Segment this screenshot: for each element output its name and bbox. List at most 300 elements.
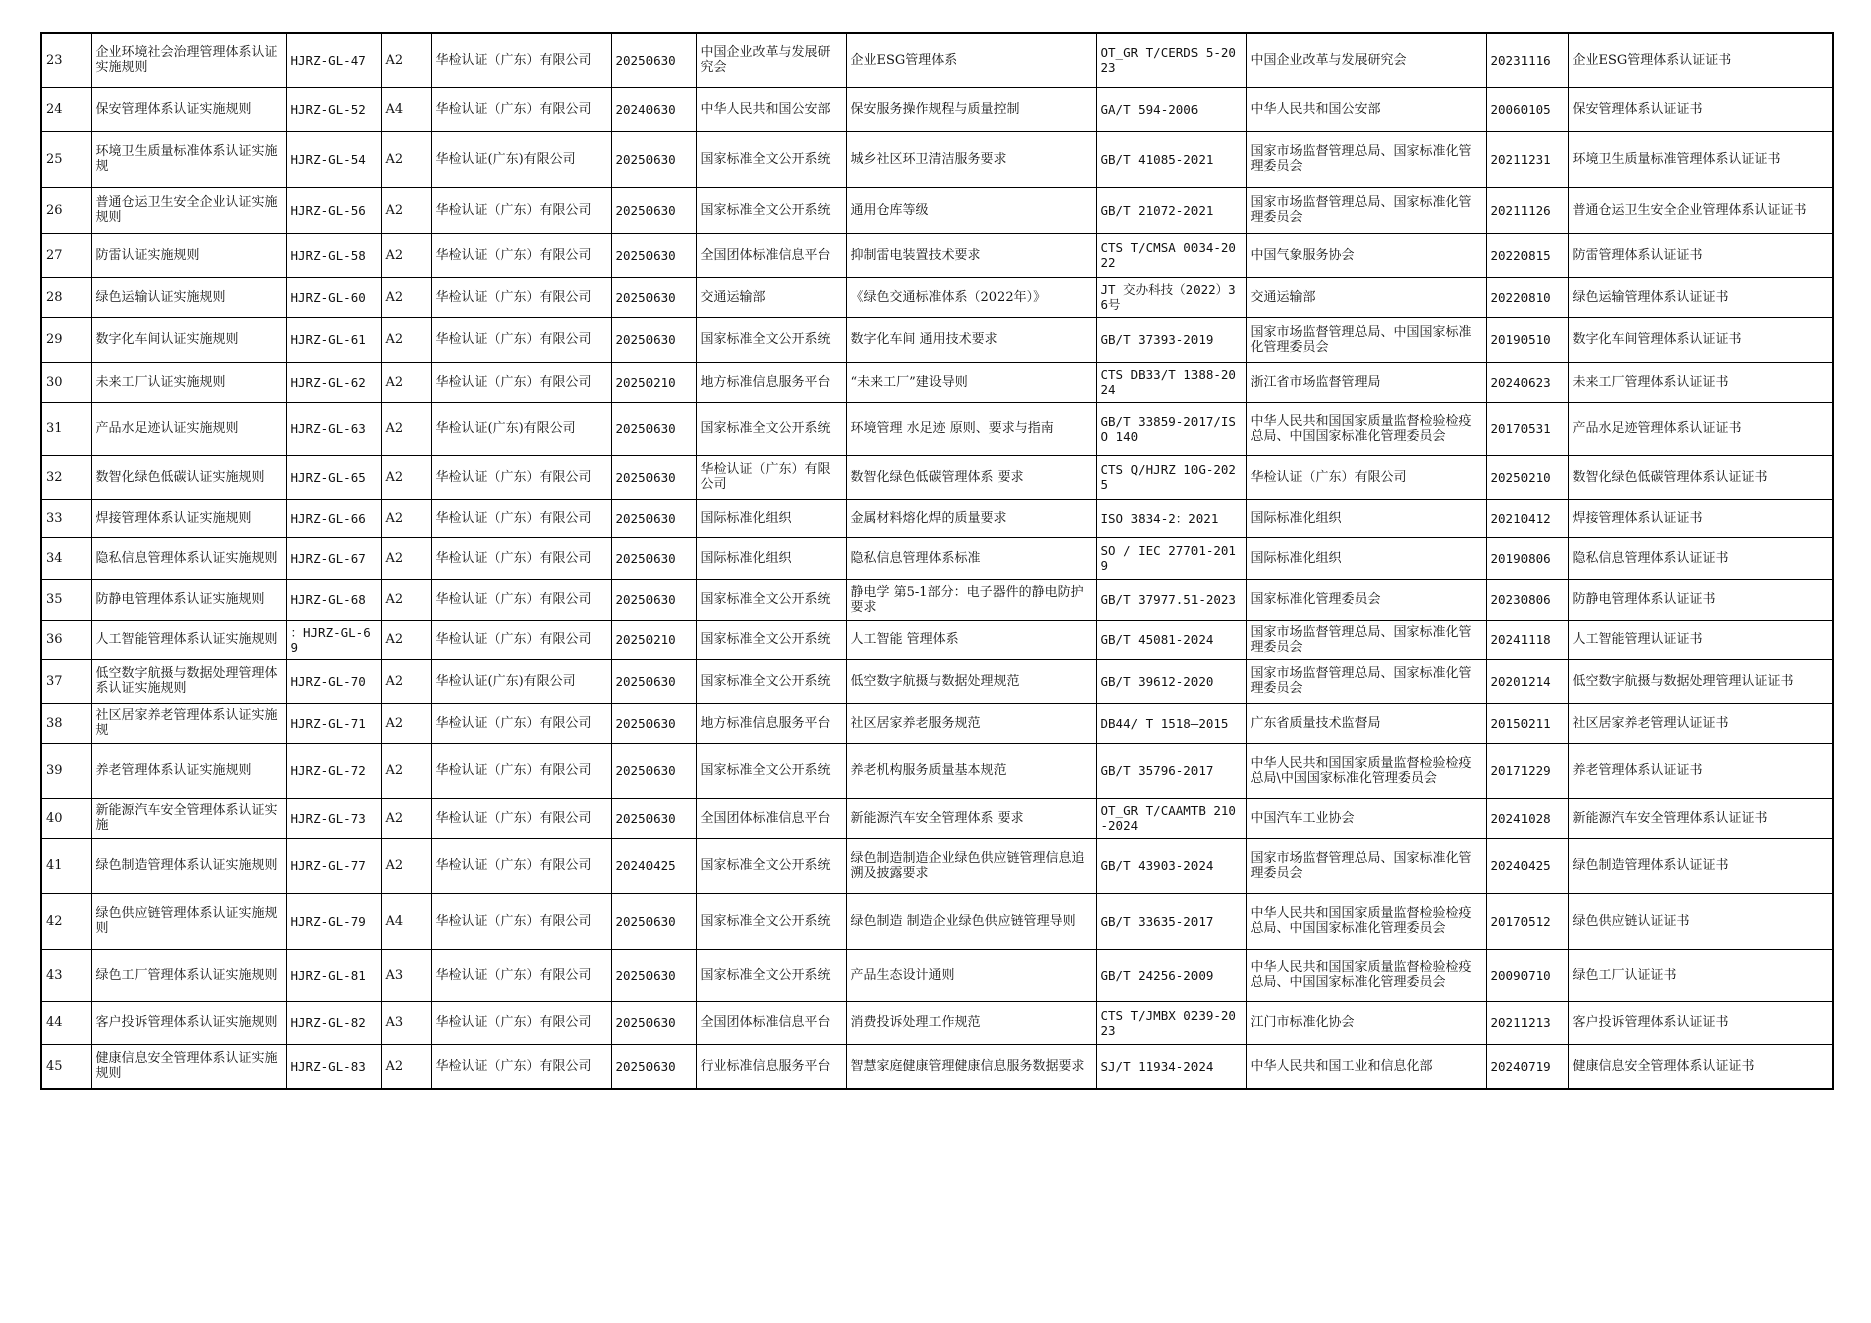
row-number-cell: 45 [41,1044,91,1089]
rule-name-cell: 人工智能管理体系认证实施规则 [91,620,286,659]
level-cell: A2 [381,33,431,87]
certificate-name-cell: 保安管理体系认证证书 [1568,87,1833,131]
issuing-body-cell: 华检认证（广东）有限公司 [431,620,611,659]
standard-code-cell: GB/T 33859-2017/ISO 140 [1096,402,1246,455]
effective-date-cell: 20250630 [611,187,696,233]
table-row [41,537,1833,579]
rule-name-cell: 客户投诉管理体系认证实施规则 [91,1001,286,1044]
standard-name-cell: 静电学 第5-1部分：电子器件的静电防护 要求 [846,579,1096,620]
issuing-body-cell: 华检认证(广东)有限公司 [431,131,611,187]
rule-code-cell: HJRZ-GL-60 [286,277,381,317]
row-number-cell: 30 [41,362,91,402]
certificate-name-cell: 绿色供应链认证证书 [1568,893,1833,949]
issuing-body-cell: 华检认证(广东)有限公司 [431,659,611,703]
standard-source-cell: 国家标准全文公开系统 [696,131,846,187]
effective-date-cell: 20250630 [611,402,696,455]
publisher-cell: 华检认证（广东）有限公司 [1246,455,1486,499]
publisher-cell: 国际标准化组织 [1246,499,1486,537]
standard-code-cell: CTS T/CMSA 0034-2022 [1096,233,1246,277]
publish-date-cell: 20220815 [1486,233,1568,277]
standard-name-cell: 保安服务操作规程与质量控制 [846,87,1096,131]
rule-name-cell: 低空数字航摄与数据处理管理体系认证实施规则 [91,659,286,703]
publish-date-cell: 20240425 [1486,838,1568,893]
table-row [41,87,1833,131]
issuing-body-cell: 华检认证（广东）有限公司 [431,743,611,798]
publisher-cell: 广东省质量技术监督局 [1246,703,1486,743]
standard-name-cell: 人工智能 管理体系 [846,620,1096,659]
publish-date-cell: 20240719 [1486,1044,1568,1089]
publisher-cell: 江门市标准化协会 [1246,1001,1486,1044]
standard-name-cell: 环境管理 水足迹 原则、要求与指南 [846,402,1096,455]
rule-name-cell: 社区居家养老管理体系认证实施规 [91,703,286,743]
issuing-body-cell: 华检认证（广东）有限公司 [431,233,611,277]
issuing-body-cell: 华检认证（广东）有限公司 [431,277,611,317]
standard-code-cell: JT 交办科技（2022）36号 [1096,277,1246,317]
standard-source-cell: 国际标准化组织 [696,537,846,579]
effective-date-cell: 20250630 [611,893,696,949]
effective-date-cell: 20250630 [611,537,696,579]
rule-code-cell: HJRZ-GL-56 [286,187,381,233]
publisher-cell: 交通运输部 [1246,277,1486,317]
table-row [41,838,1833,893]
standard-source-cell: 地方标准信息服务平台 [696,703,846,743]
table-row [41,579,1833,620]
publish-date-cell: 20240623 [1486,362,1568,402]
row-number-cell: 42 [41,893,91,949]
effective-date-cell: 20250630 [611,455,696,499]
standard-source-cell: 国家标准全文公开系统 [696,579,846,620]
rule-name-cell: 防静电管理体系认证实施规则 [91,579,286,620]
standard-name-cell: 金属材料熔化焊的质量要求 [846,499,1096,537]
issuing-body-cell: 华检认证（广东）有限公司 [431,703,611,743]
level-cell: A2 [381,187,431,233]
standard-code-cell: GB/T 24256-2009 [1096,949,1246,1001]
standard-source-cell: 交通运输部 [696,277,846,317]
effective-date-cell: 20250210 [611,362,696,402]
publisher-cell: 中华人民共和国公安部 [1246,87,1486,131]
publish-date-cell: 20060105 [1486,87,1568,131]
rule-name-cell: 产品水足迹认证实施规则 [91,402,286,455]
level-cell: A2 [381,838,431,893]
table-row [41,1001,1833,1044]
standard-code-cell: GB/T 21072-2021 [1096,187,1246,233]
standard-name-cell: 绿色制造制造企业绿色供应链管理信息追溯及披露要求 [846,838,1096,893]
table-row [41,798,1833,838]
table-row [41,233,1833,277]
publish-date-cell: 20090710 [1486,949,1568,1001]
level-cell: A2 [381,798,431,838]
standard-name-cell: 数字化车间 通用技术要求 [846,317,1096,362]
row-number-cell: 26 [41,187,91,233]
publisher-cell: 国际标准化组织 [1246,537,1486,579]
certificate-name-cell: 绿色工厂认证证书 [1568,949,1833,1001]
standard-code-cell: CTS DB33/T 1388-2024 [1096,362,1246,402]
table-row [41,620,1833,659]
certificate-name-cell: 焊接管理体系认证证书 [1568,499,1833,537]
level-cell: A2 [381,499,431,537]
standard-name-cell: 消费投诉处理工作规范 [846,1001,1096,1044]
certificate-name-cell: 新能源汽车安全管理体系认证证书 [1568,798,1833,838]
standard-code-cell: GB/T 37393-2019 [1096,317,1246,362]
effective-date-cell: 20240425 [611,838,696,893]
publish-date-cell: 20190806 [1486,537,1568,579]
table-row [41,499,1833,537]
rule-name-cell: 养老管理体系认证实施规则 [91,743,286,798]
row-number-cell: 27 [41,233,91,277]
standard-code-cell: OT_GR T/CERDS 5-2023 [1096,33,1246,87]
publish-date-cell: 20171229 [1486,743,1568,798]
publisher-cell: 国家市场监督管理总局、中国国家标准化管理委员会 [1246,317,1486,362]
publisher-cell: 中华人民共和国国家质量监督检验检疫总局、中国国家标准化管理委员会 [1246,949,1486,1001]
publisher-cell: 国家市场监督管理总局、国家标准化管理委员会 [1246,131,1486,187]
standard-code-cell: GB/T 43903-2024 [1096,838,1246,893]
rule-code-cell: HJRZ-GL-73 [286,798,381,838]
issuing-body-cell: 华检认证（广东）有限公司 [431,798,611,838]
standard-name-cell: 企业ESG管理体系 [846,33,1096,87]
effective-date-cell: 20250630 [611,1044,696,1089]
standard-name-cell: 智慧家庭健康管理健康信息服务数据要求 [846,1044,1096,1089]
table-row [41,703,1833,743]
effective-date-cell: 20250630 [611,131,696,187]
rule-name-cell: 健康信息安全管理体系认证实施规则 [91,1044,286,1089]
standard-code-cell: SJ/T 11934-2024 [1096,1044,1246,1089]
effective-date-cell: 20250630 [611,277,696,317]
table-row [41,1044,1833,1089]
row-number-cell: 40 [41,798,91,838]
publisher-cell: 浙江省市场监督管理局 [1246,362,1486,402]
rule-name-cell: 数字化车间认证实施规则 [91,317,286,362]
standard-code-cell: OT_GR T/CAAMTB 210-2024 [1096,798,1246,838]
row-number-cell: 43 [41,949,91,1001]
certificate-name-cell: 绿色制造管理体系认证证书 [1568,838,1833,893]
publisher-cell: 国家市场监督管理总局、国家标准化管理委员会 [1246,659,1486,703]
level-cell: A2 [381,233,431,277]
certificate-name-cell: 人工智能管理认证证书 [1568,620,1833,659]
standard-source-cell: 全国团体标准信息平台 [696,233,846,277]
row-number-cell: 37 [41,659,91,703]
table-row [41,455,1833,499]
standard-name-cell: 绿色制造 制造企业绿色供应链管理导则 [846,893,1096,949]
publish-date-cell: 20170512 [1486,893,1568,949]
effective-date-cell: 20250630 [611,703,696,743]
table-row [41,743,1833,798]
standard-source-cell: 国际标准化组织 [696,499,846,537]
issuing-body-cell: 华检认证（广东）有限公司 [431,317,611,362]
row-number-cell: 23 [41,33,91,87]
rule-code-cell: HJRZ-GL-81 [286,949,381,1001]
issuing-body-cell: 华检认证（广东）有限公司 [431,499,611,537]
level-cell: A2 [381,317,431,362]
row-number-cell: 44 [41,1001,91,1044]
rule-code-cell: HJRZ-GL-72 [286,743,381,798]
standard-source-cell: 中国企业改革与发展研究会 [696,33,846,87]
level-cell: A2 [381,659,431,703]
row-number-cell: 41 [41,838,91,893]
issuing-body-cell: 华检认证（广东）有限公司 [431,87,611,131]
level-cell: A2 [381,402,431,455]
rule-name-cell: 绿色供应链管理体系认证实施规则 [91,893,286,949]
issuing-body-cell: 华检认证（广东）有限公司 [431,1001,611,1044]
row-number-cell: 29 [41,317,91,362]
rule-code-cell: HJRZ-GL-70 [286,659,381,703]
certificate-name-cell: 数字化车间管理体系认证证书 [1568,317,1833,362]
publish-date-cell: 20241028 [1486,798,1568,838]
issuing-body-cell: 华检认证（广东）有限公司 [431,1044,611,1089]
rule-code-cell: HJRZ-GL-67 [286,537,381,579]
rule-code-cell: HJRZ-GL-65 [286,455,381,499]
standard-code-cell: GB/T 39612-2020 [1096,659,1246,703]
level-cell: A2 [381,620,431,659]
publisher-cell: 中国汽车工业协会 [1246,798,1486,838]
standard-name-cell: 养老机构服务质量基本规范 [846,743,1096,798]
publish-date-cell: 20211231 [1486,131,1568,187]
row-number-cell: 28 [41,277,91,317]
standard-source-cell: 国家标准全文公开系统 [696,620,846,659]
rule-name-cell: 新能源汽车安全管理体系认证实施 [91,798,286,838]
rule-code-cell: HJRZ-GL-68 [286,579,381,620]
certificate-name-cell: 隐私信息管理体系认证证书 [1568,537,1833,579]
issuing-body-cell: 华检认证（广东）有限公司 [431,362,611,402]
effective-date-cell: 20250630 [611,1001,696,1044]
table-row [41,659,1833,703]
level-cell: A2 [381,579,431,620]
table-row [41,893,1833,949]
certificate-name-cell: 环境卫生质量标准管理体系认证证书 [1568,131,1833,187]
standard-source-cell: 地方标准信息服务平台 [696,362,846,402]
level-cell: A2 [381,1044,431,1089]
certificate-name-cell: 客户投诉管理体系认证证书 [1568,1001,1833,1044]
standard-code-cell: SO / IEC 27701-2019 [1096,537,1246,579]
standard-code-cell: GB/T 41085-2021 [1096,131,1246,187]
standard-name-cell: 《绿色交通标准体系（2022年）》 [846,277,1096,317]
standard-source-cell: 国家标准全文公开系统 [696,659,846,703]
issuing-body-cell: 华检认证（广东）有限公司 [431,537,611,579]
standard-source-cell: 国家标准全文公开系统 [696,187,846,233]
standard-name-cell: 抑制雷电装置技术要求 [846,233,1096,277]
effective-date-cell: 20250630 [611,798,696,838]
publish-date-cell: 20220810 [1486,277,1568,317]
level-cell: A2 [381,537,431,579]
standard-code-cell: GB/T 35796-2017 [1096,743,1246,798]
rule-name-cell: 保安管理体系认证实施规则 [91,87,286,131]
certificate-name-cell: 绿色运输管理体系认证证书 [1568,277,1833,317]
rule-name-cell: 未来工厂认证实施规则 [91,362,286,402]
standard-name-cell: 产品生态设计通则 [846,949,1096,1001]
rule-code-cell: HJRZ-GL-52 [286,87,381,131]
publisher-cell: 国家市场监督管理总局、国家标准化管理委员会 [1246,838,1486,893]
standard-source-cell: 全国团体标准信息平台 [696,798,846,838]
table-row [41,362,1833,402]
rule-name-cell: 防雷认证实施规则 [91,233,286,277]
rule-code-cell: HJRZ-GL-54 [286,131,381,187]
standard-name-cell: 隐私信息管理体系标准 [846,537,1096,579]
effective-date-cell: 20250630 [611,33,696,87]
issuing-body-cell: 华检认证（广东）有限公司 [431,579,611,620]
effective-date-cell: 20250630 [611,659,696,703]
publisher-cell: 国家标准化管理委员会 [1246,579,1486,620]
certificate-name-cell: 数智化绿色低碳管理体系认证证书 [1568,455,1833,499]
issuing-body-cell: 华检认证（广东）有限公司 [431,949,611,1001]
rule-code-cell: HJRZ-GL-47 [286,33,381,87]
rule-name-cell: 普通仓运卫生安全企业认证实施规则 [91,187,286,233]
standard-source-cell: 华检认证（广东）有限公司 [696,455,846,499]
table-row [41,277,1833,317]
certificate-name-cell: 防静电管理体系认证证书 [1568,579,1833,620]
certificate-name-cell: 低空数字航摄与数据处理管理认证证书 [1568,659,1833,703]
rule-name-cell: 绿色运输认证实施规则 [91,277,286,317]
publisher-cell: 中华人民共和国国家质量监督检验检疫总局、中国国家标准化管理委员会 [1246,893,1486,949]
table-row [41,949,1833,1001]
row-number-cell: 36 [41,620,91,659]
effective-date-cell: 20250630 [611,317,696,362]
issuing-body-cell: 华检认证（广东）有限公司 [431,838,611,893]
row-number-cell: 35 [41,579,91,620]
rule-code-cell: HJRZ-GL-66 [286,499,381,537]
publish-date-cell: 20231116 [1486,33,1568,87]
level-cell: A2 [381,703,431,743]
publish-date-cell: 20150211 [1486,703,1568,743]
level-cell: A3 [381,949,431,1001]
effective-date-cell: 20240630 [611,87,696,131]
standard-name-cell: 数智化绿色低碳管理体系 要求 [846,455,1096,499]
standard-code-cell: ISO 3834-2：2021 [1096,499,1246,537]
standard-code-cell: CTS Q/HJRZ 10G-2025 [1096,455,1246,499]
table-row [41,402,1833,455]
effective-date-cell: 20250630 [611,743,696,798]
effective-date-cell: 20250630 [611,233,696,277]
issuing-body-cell: 华检认证（广东）有限公司 [431,33,611,87]
publisher-cell: 中华人民共和国工业和信息化部 [1246,1044,1486,1089]
certificate-name-cell: 防雷管理体系认证证书 [1568,233,1833,277]
publisher-cell: 中华人民共和国国家质量监督检验检疫总局、中国国家标准化管理委员会 [1246,402,1486,455]
certificate-name-cell: 社区居家养老管理认证证书 [1568,703,1833,743]
row-number-cell: 39 [41,743,91,798]
effective-date-cell: 20250630 [611,949,696,1001]
publish-date-cell: 20211126 [1486,187,1568,233]
standard-name-cell: “未来工厂”建设导则 [846,362,1096,402]
publish-date-cell: 20201214 [1486,659,1568,703]
standard-code-cell: DB44/ T 1518—2015 [1096,703,1246,743]
row-number-cell: 34 [41,537,91,579]
standard-source-cell: 国家标准全文公开系统 [696,743,846,798]
rule-code-cell: HJRZ-GL-62 [286,362,381,402]
rule-code-cell: HJRZ-GL-61 [286,317,381,362]
level-cell: A3 [381,1001,431,1044]
rule-code-cell: ：HJRZ-GL-69 [286,620,381,659]
issuing-body-cell: 华检认证（广东）有限公司 [431,455,611,499]
table-row [41,33,1833,87]
certification-rules-sheet [40,32,1832,1090]
standard-source-cell: 国家标准全文公开系统 [696,317,846,362]
row-number-cell: 25 [41,131,91,187]
publish-date-cell: 20230806 [1486,579,1568,620]
standard-source-cell: 中华人民共和国公安部 [696,87,846,131]
level-cell: A2 [381,743,431,798]
rule-code-cell: HJRZ-GL-83 [286,1044,381,1089]
level-cell: A4 [381,893,431,949]
publisher-cell: 国家市场监督管理总局、国家标准化管理委员会 [1246,620,1486,659]
rule-code-cell: HJRZ-GL-79 [286,893,381,949]
row-number-cell: 24 [41,87,91,131]
table-row [41,317,1833,362]
level-cell: A2 [381,362,431,402]
standard-source-cell: 国家标准全文公开系统 [696,949,846,1001]
rule-code-cell: HJRZ-GL-58 [286,233,381,277]
certificate-name-cell: 企业ESG管理体系认证证书 [1568,33,1833,87]
standard-source-cell: 行业标准信息服务平台 [696,1044,846,1089]
standard-name-cell: 社区居家养老服务规范 [846,703,1096,743]
certificate-name-cell: 健康信息安全管理体系认证证书 [1568,1044,1833,1089]
level-cell: A2 [381,131,431,187]
rule-name-cell: 隐私信息管理体系认证实施规则 [91,537,286,579]
row-number-cell: 31 [41,402,91,455]
standard-code-cell: GB/T 33635-2017 [1096,893,1246,949]
publish-date-cell: 20190510 [1486,317,1568,362]
rule-code-cell: HJRZ-GL-71 [286,703,381,743]
row-number-cell: 32 [41,455,91,499]
certificate-name-cell: 养老管理体系认证证书 [1568,743,1833,798]
certification-rules-table [40,32,1834,1090]
rule-name-cell: 数智化绿色低碳认证实施规则 [91,455,286,499]
standard-source-cell: 国家标准全文公开系统 [696,838,846,893]
certificate-name-cell: 普通仓运卫生安全企业管理体系认证证书 [1568,187,1833,233]
effective-date-cell: 20250630 [611,579,696,620]
publish-date-cell: 20250210 [1486,455,1568,499]
level-cell: A2 [381,455,431,499]
certificate-name-cell: 产品水足迹管理体系认证证书 [1568,402,1833,455]
publisher-cell: 中华人民共和国国家质量监督检验检疫总局\中国国家标准化管理委员会 [1246,743,1486,798]
rule-code-cell: HJRZ-GL-77 [286,838,381,893]
publisher-cell: 国家市场监督管理总局、国家标准化管理委员会 [1246,187,1486,233]
table-row [41,131,1833,187]
rule-name-cell: 绿色制造管理体系认证实施规则 [91,838,286,893]
table-row [41,187,1833,233]
publisher-cell: 中国气象服务协会 [1246,233,1486,277]
publish-date-cell: 20241118 [1486,620,1568,659]
rule-name-cell: 焊接管理体系认证实施规则 [91,499,286,537]
standard-source-cell: 国家标准全文公开系统 [696,402,846,455]
standard-code-cell: GB/T 37977.51-2023 [1096,579,1246,620]
publish-date-cell: 20210412 [1486,499,1568,537]
rule-name-cell: 绿色工厂管理体系认证实施规则 [91,949,286,1001]
rule-code-cell: HJRZ-GL-82 [286,1001,381,1044]
standard-code-cell: GB/T 45081-2024 [1096,620,1246,659]
issuing-body-cell: 华检认证(广东)有限公司 [431,402,611,455]
effective-date-cell: 20250210 [611,620,696,659]
certificate-name-cell: 未来工厂管理体系认证证书 [1568,362,1833,402]
standard-source-cell: 全国团体标准信息平台 [696,1001,846,1044]
standard-code-cell: GA/T 594-2006 [1096,87,1246,131]
standard-name-cell: 低空数字航摄与数据处理规范 [846,659,1096,703]
standard-code-cell: CTS T/JMBX 0239-2023 [1096,1001,1246,1044]
standard-source-cell: 国家标准全文公开系统 [696,893,846,949]
issuing-body-cell: 华检认证（广东）有限公司 [431,187,611,233]
level-cell: A2 [381,277,431,317]
row-number-cell: 33 [41,499,91,537]
publish-date-cell: 20211213 [1486,1001,1568,1044]
effective-date-cell: 20250630 [611,499,696,537]
standard-name-cell: 新能源汽车安全管理体系 要求 [846,798,1096,838]
publisher-cell: 中国企业改革与发展研究会 [1246,33,1486,87]
level-cell: A4 [381,87,431,131]
rule-name-cell: 环境卫生质量标准体系认证实施规 [91,131,286,187]
standard-name-cell: 城乡社区环卫清洁服务要求 [846,131,1096,187]
rule-code-cell: HJRZ-GL-63 [286,402,381,455]
row-number-cell: 38 [41,703,91,743]
rule-name-cell: 企业环境社会治理管理体系认证实施规则 [91,33,286,87]
standard-name-cell: 通用仓库等级 [846,187,1096,233]
publish-date-cell: 20170531 [1486,402,1568,455]
